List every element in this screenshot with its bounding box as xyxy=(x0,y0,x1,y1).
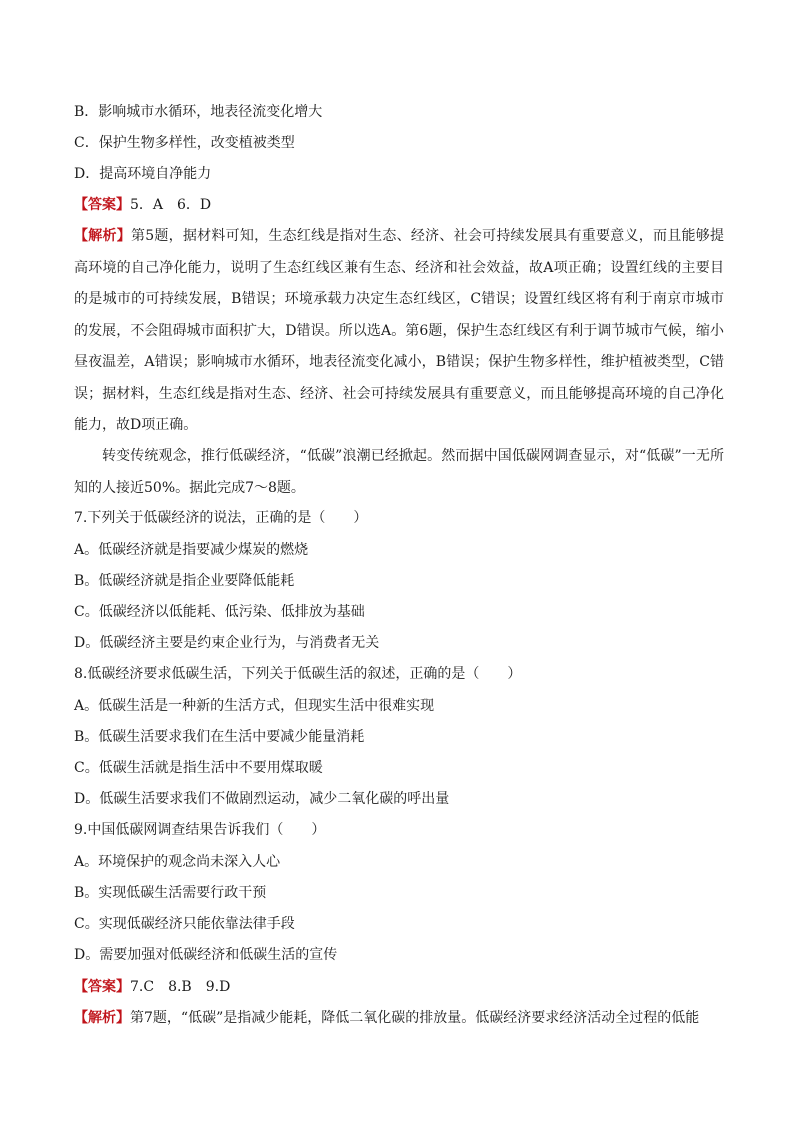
q9-option-c: C。实现低碳经济只能依靠法律手段 xyxy=(74,916,295,932)
q8-option-b: B。低碳生活要求我们在生活中要减少能量消耗 xyxy=(74,729,365,745)
answer-text: 5．A 6．D xyxy=(130,197,212,213)
answer-5-6 xyxy=(74,195,211,215)
q8-option-c: C。低碳生活就是指生活中不要用煤取暖 xyxy=(74,760,323,776)
q7-stem: 7.下列关于低碳经济的说法，正确的是（ ） xyxy=(74,510,368,526)
q8-stem: 8.低碳经济要求低碳生活，下列关于低碳生活的叙述，正确的是（ ） xyxy=(74,666,522,682)
answer-text: 7.C 8.B 9.D xyxy=(130,979,231,995)
q7-option-b: B。低碳经济就是指企业要降低能耗 xyxy=(74,573,295,589)
q9-option-b: B。实现低碳生活需要行政干预 xyxy=(74,885,267,901)
answer-7-9 xyxy=(74,977,230,997)
analysis-tag: 【解析】 xyxy=(74,228,131,244)
analysis-text: 第5题，据材料可知，生态红线是指对生态、经济、社会可持续发展具有重要意义，而且能够提高环境的自己净化能力，说明了生态红线区兼有生态、经济和社会效益，故A项正确；设置红线的主要目的是城市的可持续发展，B错误；环境承载力决定生态红线区，C错误；设置红线区将有利于南京市城市的发展，不会阻碍城市面积扩大，D错误。所以选A。第6题，保护生态红线区有利于调节城市气候，缩小昼夜温差，A错误；影响城市水循环，地表径流变化减小，B错误；保护生物多样性，维护植被类型，C错误；据材料，生态红线是指对生态、经济、社会可持续发展具有重要意义，而且能够提高环境的自己净化能力，故D项正确。 xyxy=(74,228,725,433)
q6-option-d: D．提高环境自净能力 xyxy=(74,166,212,182)
q7-option-d: D。低碳经济主要是约束企业行为，与消费者无关 xyxy=(74,635,380,651)
answer-tag: 【答案】 xyxy=(74,197,130,213)
q8-option-a: A。低碳生活是一种新的生活方式，但现实生活中很难实现 xyxy=(74,698,435,714)
analysis-text: 第7题，“低碳”是指减少能耗，降低二氧化碳的排放量。低碳经济要求经济活动全过程的低能 xyxy=(130,1010,700,1026)
material-paragraph: 转变传统观念，推行低碳经济，“低碳”浪潮已经掀起。然而据中国低碳网调查显示，对“低碳”一无所知的人接近50%。据此完成7～8题。 xyxy=(74,448,724,496)
q7-option-c: C。低碳经济以低能耗、低污染、低排放为基础 xyxy=(74,604,365,620)
analysis-5-6 xyxy=(74,221,724,442)
q8-option-d: D。低碳生活要求我们不做剧烈运动，减少二氧化碳的呼出量 xyxy=(74,791,450,807)
q6-option-c: C．保护生物多样性，改变植被类型 xyxy=(74,135,295,151)
analysis-7-9 xyxy=(74,1008,699,1028)
q9-stem: 9.中国低碳网调查结果告诉我们（ ） xyxy=(74,822,326,838)
q7-option-a: A。低碳经济就是指要减少煤炭的燃烧 xyxy=(74,542,309,558)
q9-option-a: A。环境保护的观念尚未深入人心 xyxy=(74,854,281,870)
q6-option-b: B．影响城市水循环，地表径流变化增大 xyxy=(74,104,323,120)
answer-tag: 【答案】 xyxy=(74,979,130,995)
q9-option-d: D。需要加强对低碳经济和低碳生活的宣传 xyxy=(74,947,338,963)
analysis-tag: 【解析】 xyxy=(74,1010,130,1026)
